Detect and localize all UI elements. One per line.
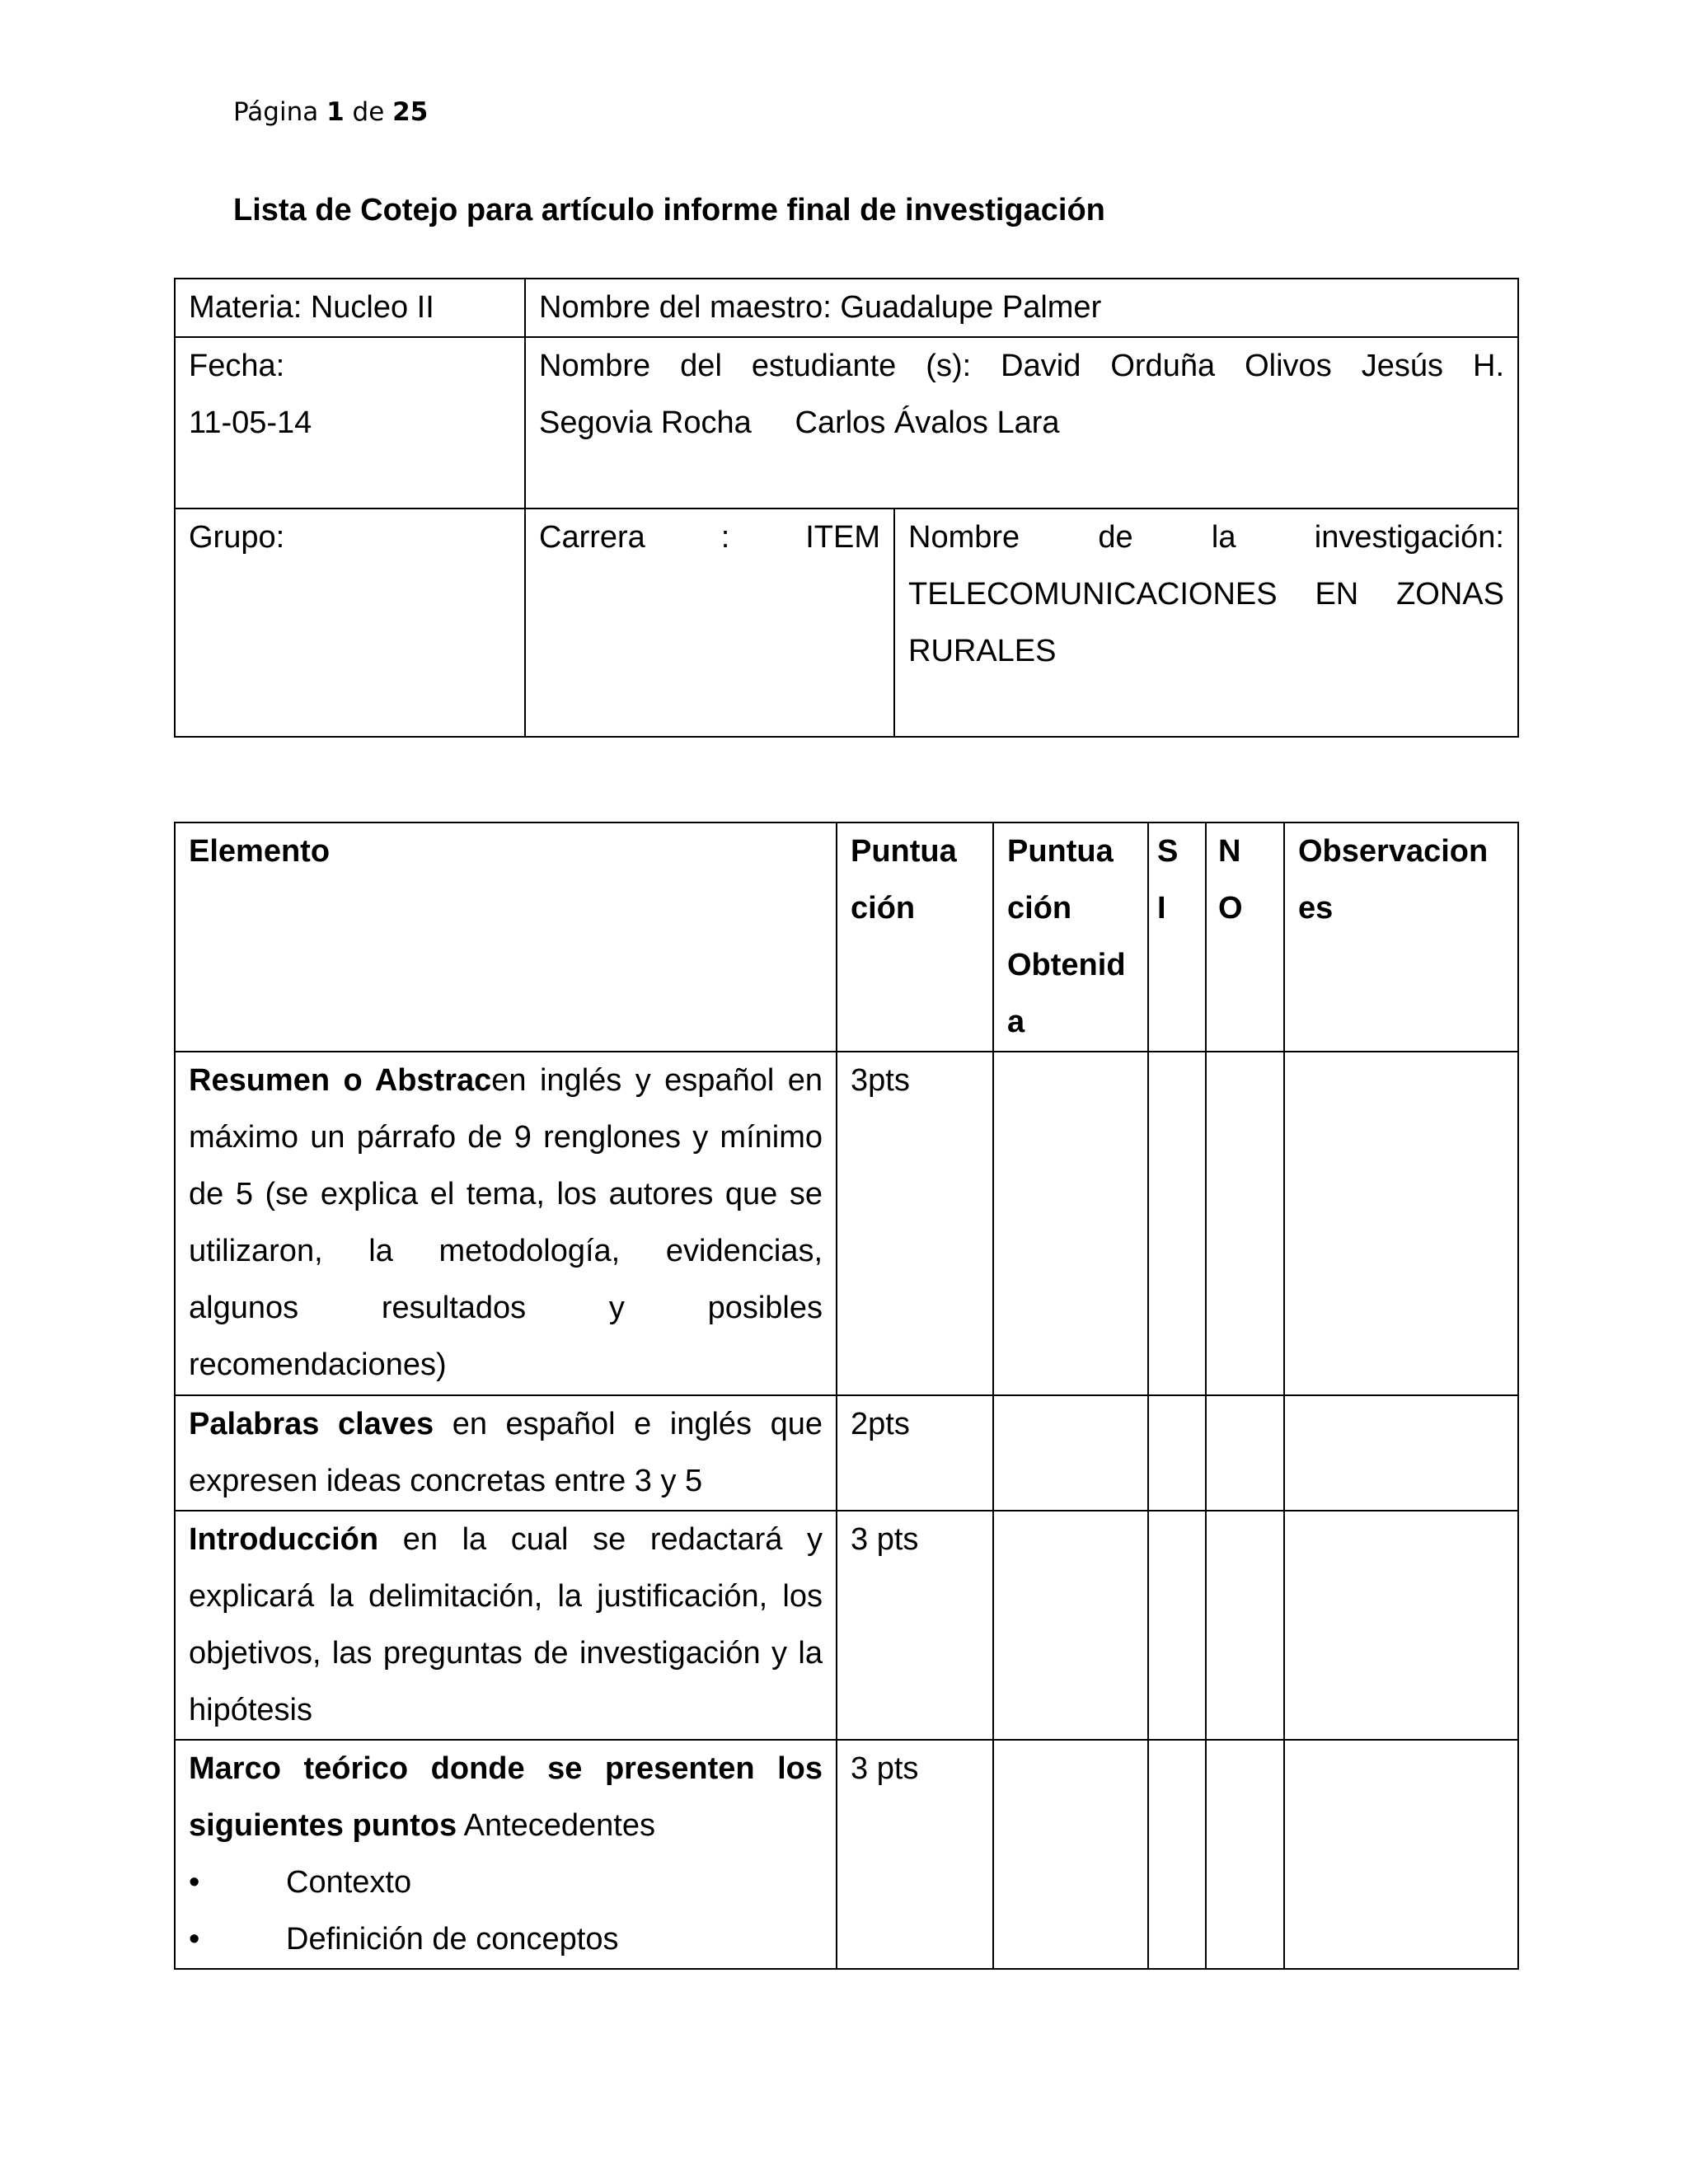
header-observaciones	[1284, 823, 1518, 1052]
estudiante-line-2: Segovia Rocha Carlos Ávalos Lara	[539, 405, 1060, 440]
header-observaciones-2: es	[1298, 891, 1334, 926]
header-obtenida-2: ción	[1007, 891, 1072, 926]
fecha-cell	[175, 337, 525, 509]
header-elemento: Elemento	[175, 823, 837, 1052]
row-element-resumen	[175, 1052, 837, 1395]
row-points: 3 pts	[837, 1511, 993, 1740]
header-puntuacion-1: Puntua	[851, 834, 957, 869]
row-no-cell	[1206, 1740, 1284, 1969]
rubric-row	[175, 1740, 1518, 1969]
investigacion-cell	[894, 509, 1518, 737]
row-obtained-cell	[993, 1052, 1148, 1395]
row-no-cell	[1206, 1511, 1284, 1740]
header-obtenida-3: Obtenid	[1007, 948, 1126, 982]
carrera-text: Carrera : ITEM	[539, 520, 880, 555]
row-element-bold: Palabras claves	[189, 1407, 434, 1441]
row-observaciones-cell	[1284, 1740, 1518, 1969]
page-total: 25	[392, 97, 429, 127]
header-si-1: S	[1157, 834, 1179, 869]
header-no-1: N	[1218, 834, 1241, 869]
page-current: 1	[326, 97, 345, 127]
fecha-label: Fecha:	[189, 349, 285, 383]
header-no-2: O	[1218, 891, 1243, 926]
info-table	[174, 278, 1519, 738]
rubric-row	[175, 1511, 1518, 1740]
row-observaciones-cell	[1284, 1511, 1518, 1740]
investigacion-label: Nombre de la investigación:	[908, 520, 1504, 555]
row-si-cell	[1148, 1052, 1206, 1395]
bullet-item	[189, 1911, 823, 1968]
row-no-cell	[1206, 1395, 1284, 1511]
estudiante-cell	[525, 337, 1518, 509]
header-si	[1148, 823, 1206, 1052]
rubric-header-row	[175, 823, 1518, 1052]
bullet-icon: •	[189, 1865, 200, 1900]
investigacion-line-2: TELECOMUNICACIONES EN ZONAS	[908, 577, 1504, 612]
header-si-2: I	[1157, 891, 1166, 926]
row-si-cell	[1148, 1511, 1206, 1740]
row-observaciones-cell	[1284, 1052, 1518, 1395]
row-element-introduccion	[175, 1511, 837, 1740]
page-label: Página	[233, 97, 319, 127]
header-obtenida-1: Puntua	[1007, 834, 1114, 869]
carrera-cell	[525, 509, 894, 737]
row-element-text: en inglés y español en máximo un párrafo de 9 renglones y mínimo de 5 (se explica el tema, los autores que se utilizaron, la metodología, evidencias, algunos resultados y posibles recomendaciones)	[189, 1063, 823, 1382]
estudiante-line-1: Nombre del estudiante (s): David Orduña Olivos Jesús H.	[539, 349, 1504, 383]
row-element-palabras	[175, 1395, 837, 1511]
rubric-row	[175, 1052, 1518, 1395]
row-si-cell	[1148, 1740, 1206, 1969]
rubric-table	[174, 822, 1519, 1970]
maestro-cell: Nombre del maestro: Guadalupe Palmer	[525, 279, 1518, 337]
document-title: Lista de Cotejo para artículo informe final de investigación	[233, 193, 1105, 227]
grupo-cell: Grupo:	[175, 509, 525, 737]
row-element-text: en la cual se redactará y explicará la delimitación, la justificación, los objetivos, las preguntas de investigación y la hipótesis	[189, 1522, 823, 1727]
rubric-row	[175, 1395, 1518, 1511]
row-points: 3 pts	[837, 1740, 993, 1969]
header-no	[1206, 823, 1284, 1052]
investigacion-line-3: RURALES	[908, 634, 1057, 668]
page-number	[233, 97, 428, 127]
row-element-bold: Resumen o Abstrac	[189, 1063, 492, 1098]
bullet-icon: •	[189, 1922, 200, 1957]
row-obtained-cell	[993, 1511, 1148, 1740]
row-observaciones-cell	[1284, 1395, 1518, 1511]
row-points: 3pts	[837, 1052, 993, 1395]
header-obtenida-4: a	[1007, 1005, 1025, 1039]
row-no-cell	[1206, 1052, 1284, 1395]
fecha-value: 11-05-14	[189, 405, 312, 440]
bullet-item	[189, 1854, 823, 1911]
page-of: de	[352, 97, 385, 127]
row-element-marco	[175, 1740, 837, 1969]
bullet-text: Contexto	[286, 1865, 412, 1900]
row-si-cell	[1148, 1395, 1206, 1511]
row-element-text: Antecedentes	[457, 1808, 655, 1843]
bullet-text: Definición de conceptos	[286, 1922, 619, 1957]
row-element-text: en español e inglés que expresen ideas concretas entre 3 y 5	[189, 1407, 823, 1498]
header-puntuacion-2: ción	[851, 891, 916, 926]
row-points: 2pts	[837, 1395, 993, 1511]
row-obtained-cell	[993, 1740, 1148, 1969]
header-observaciones-1: Observacion	[1298, 834, 1489, 869]
header-obtenida	[993, 823, 1148, 1052]
row-element-bold: Introducción	[189, 1522, 379, 1557]
materia-cell: Materia: Nucleo II	[175, 279, 525, 337]
row-obtained-cell	[993, 1395, 1148, 1511]
header-puntuacion	[837, 823, 993, 1052]
row-element-bold: Marco teórico donde se presenten los siguientes puntos	[189, 1751, 823, 1843]
